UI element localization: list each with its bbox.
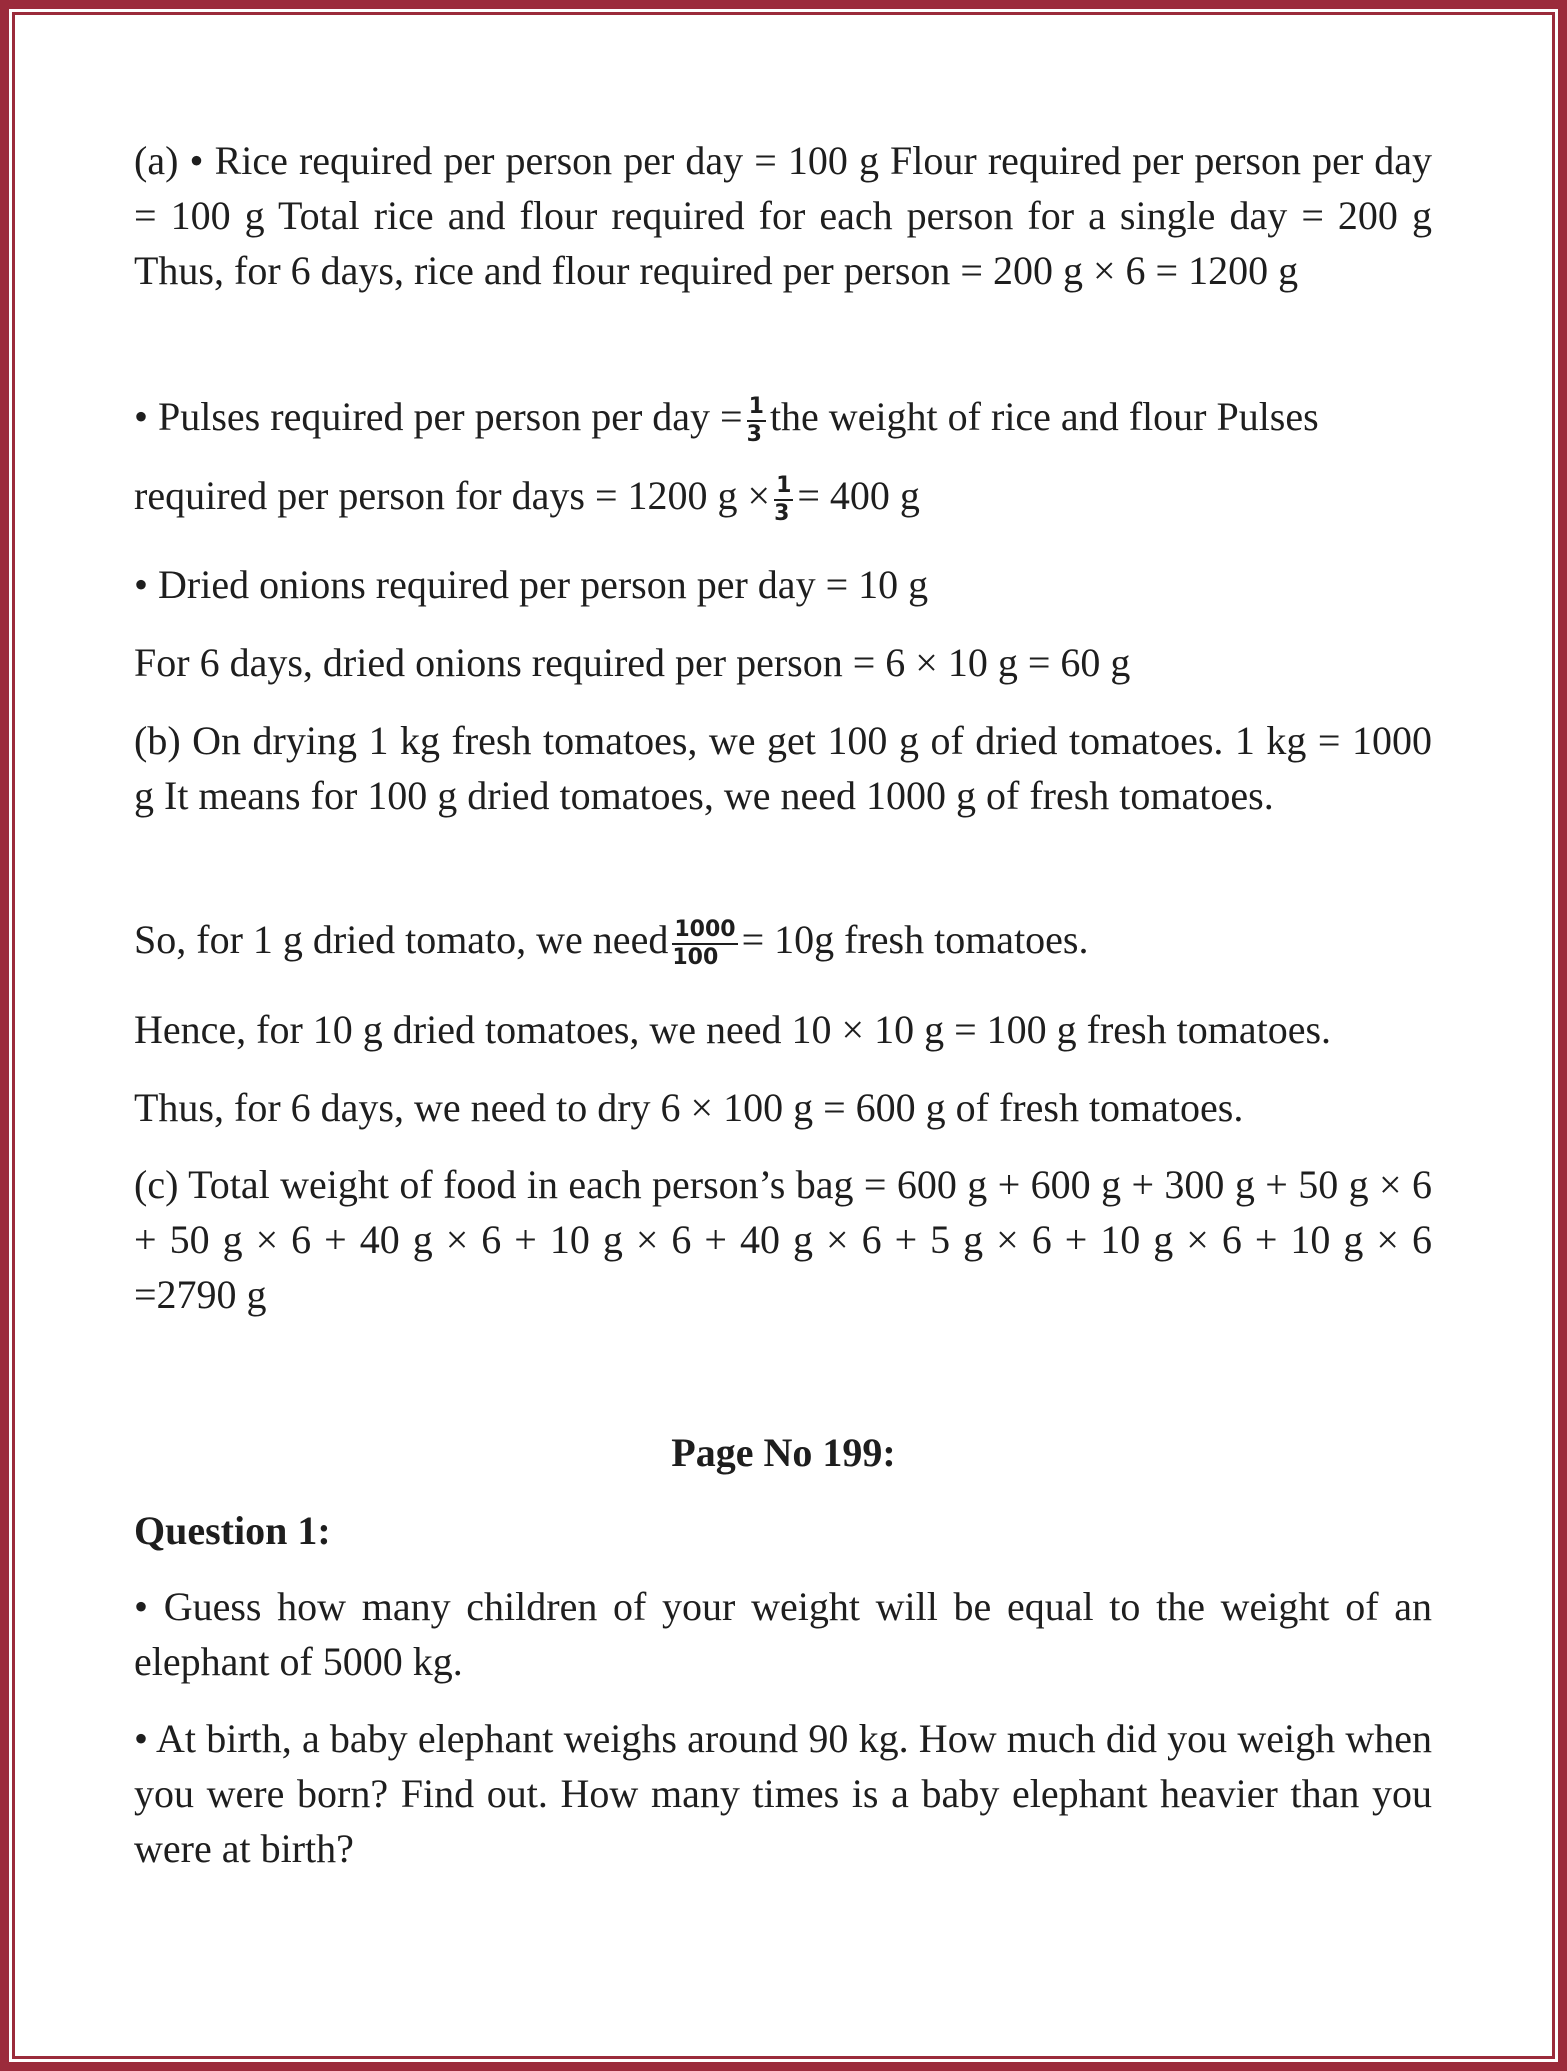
part-b-thus-line: Thus, for 6 days, we need to dry 6 × 100 g = 600 g of fresh tomatoes. — [134, 1085, 1244, 1130]
fraction-denominator: 3 — [774, 500, 790, 526]
pulses-text: required per person for days = 1200 g × — [134, 473, 771, 518]
part-a-onions-total: For 6 days, dried onions required per person = 6 × 10 g = 60 g — [134, 640, 1131, 685]
question-item: • At birth, a baby elephant weighs around 90 kg. How much did you weigh when you were born? Find out. How many times is a baby elephant heavier than you were at birth? — [134, 1716, 1432, 1871]
pulses-text: • Pulses required per person per day = — [134, 394, 743, 439]
fraction-one-third — [774, 473, 793, 527]
part-a-onions-line: • Dried onions required per person per day = 10 g — [134, 562, 929, 607]
question-item: • Guess how many children of your weight will be equal to the weight of an elephant of 5000 kg. — [134, 1584, 1432, 1684]
fraction-1000-over-100 — [672, 917, 737, 971]
part-b-hence-line: Hence, for 10 g dried tomatoes, we need 10 × 10 g = 100 g fresh tomatoes. — [134, 1007, 1332, 1052]
part-a-rice-paragraph: (a) • Rice required per person per day = 100 g Flour required per person per day = 100 g Total rice and flour required for each person for a single day = 200 g Thus, for 6 days, rice and flour required per person = 200 g × 6 = 1200 g — [134, 138, 1432, 293]
part-a-pulses-line1 — [134, 389, 1432, 448]
fraction-denominator: 3 — [746, 421, 762, 447]
fraction-numerator: 1 — [747, 394, 766, 422]
pulses-text: = 400 g — [797, 473, 920, 518]
question-heading: Question 1: — [134, 1508, 331, 1553]
pulses-text: the weight of rice and flour Pulses — [769, 394, 1319, 439]
part-c-paragraph: (c) Total weight of food in each person’s bag = 600 g + 600 g + 300 g + 50 g × 6 + 50 g × 6 + 40 g × 6 + 10 g × 6 + 40 g × 6 + 5 g × 6 + 10 g × 6 + 10 g × 6 =2790 g — [134, 1162, 1432, 1317]
fraction-denominator: 100 — [672, 944, 719, 970]
so-text: So, for 1 g dried tomato, we need — [134, 917, 669, 962]
so-text: = 10g fresh tomatoes. — [741, 917, 1089, 962]
part-b-paragraph: (b) On drying 1 kg fresh tomatoes, we get 100 g of dried tomatoes. 1 kg = 1000 g It means for 100 g dried tomatoes, we need 1000 g of fresh tomatoes. — [134, 718, 1432, 818]
page-heading: Page No 199: — [671, 1430, 896, 1475]
part-b-so-line — [134, 912, 1432, 971]
fraction-numerator: 1 — [774, 473, 793, 501]
fraction-numerator: 1000 — [672, 917, 737, 945]
part-a-pulses-line2 — [134, 468, 1432, 527]
fraction-one-third — [747, 394, 766, 448]
